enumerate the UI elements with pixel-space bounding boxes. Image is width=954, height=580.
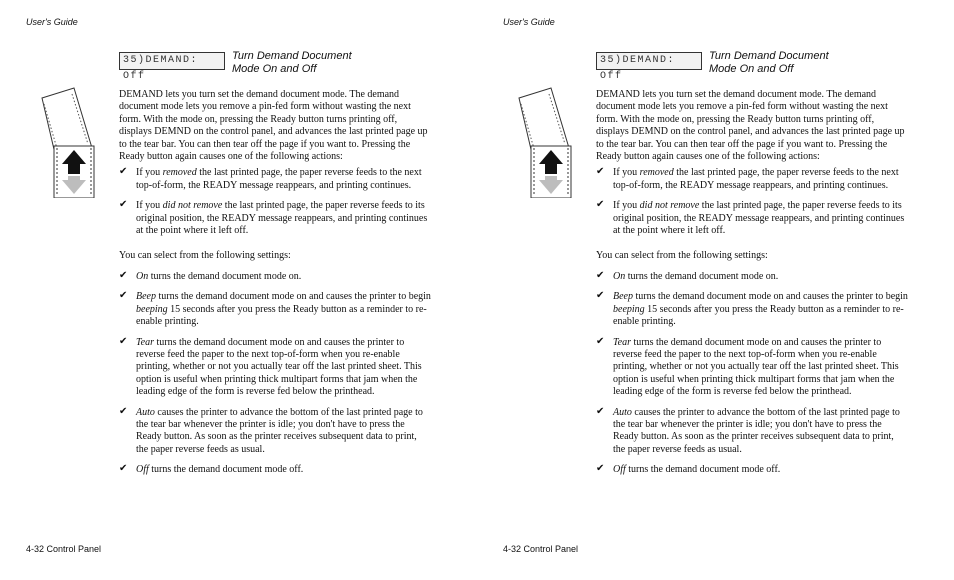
checkmark-icon: ✔ xyxy=(119,463,128,475)
list-item: ✔ Auto causes the printer to advance the bottom of the last printed page to the tear bar whenever the printer is idle; you don't have to press the Ready button. As soon as the printer receives subsequent data to print, the paper reverse feeds as usual. xyxy=(596,405,900,455)
list-item: ✔ Tear turns the demand document mode on and causes the printer to reverse feed the paper to the next top-of-form when you re-enable printing, whether or not you actually tear off the last printed sheet. This option is useful when printing thick multipart forms that jam when the leading edge of the form is reverse fed below the printhead. xyxy=(119,335,422,398)
checkmark-icon: ✔ xyxy=(596,166,605,178)
list-item: ✔ Beep turns the demand document mode on and causes the printer to begin beeping 15 seconds after you press the Ready button as a reminder to re-enable printing. xyxy=(596,290,908,328)
running-header: User's Guide xyxy=(503,17,555,27)
intro-paragraph: DEMAND lets you turn set the demand document mode. The demand document mode lets you remove a pin-fed form without wasting the next form. With the mode on, pressing the Ready button turns printing off, displays DEMND on the control panel, and advances the last printed page up to the tear bar. You can then tear off the page if you want to. Pressing the Ready button again causes one of the following actions: xyxy=(119,89,428,163)
checkmark-icon: ✔ xyxy=(119,269,128,281)
section-title-line1: Turn Demand Document xyxy=(232,50,352,62)
list-item: ✔ On turns the demand document mode on. xyxy=(596,269,779,282)
list-item: ✔ If you removed the last printed page, the paper reverse feeds to the next top-of-form, the READY message reappears, and printing continues. xyxy=(596,166,899,191)
checkmark-icon: ✔ xyxy=(596,199,605,211)
checkmark-icon: ✔ xyxy=(119,166,128,178)
checkmark-icon: ✔ xyxy=(596,463,605,475)
paper-feed-illustration xyxy=(515,86,575,198)
checkmark-icon: ✔ xyxy=(596,335,605,347)
checkmark-icon: ✔ xyxy=(119,335,128,347)
lcd-display: 35)DEMAND: Off xyxy=(596,52,702,70)
checkmark-icon: ✔ xyxy=(119,290,128,302)
list-item: ✔ Off turns the demand document mode off. xyxy=(596,463,781,476)
settings-intro: You can select from the following settings: xyxy=(596,250,768,262)
checkmark-icon: ✔ xyxy=(596,405,605,417)
list-item: ✔ Beep turns the demand document mode on and causes the printer to begin beeping 15 seconds after you press the Ready button as a reminder to re-enable printing. xyxy=(119,290,431,328)
body-text xyxy=(119,89,431,477)
checkmark-icon: ✔ xyxy=(596,269,605,281)
section-title-line2: Mode On and Off xyxy=(232,63,317,75)
checkmark-icon: ✔ xyxy=(596,290,605,302)
paper-feed-illustration xyxy=(38,86,98,198)
section-title xyxy=(232,50,352,76)
list-item: ✔ Auto causes the printer to advance the bottom of the last printed page to the tear bar whenever the printer is idle; you don't have to press the Ready button. As soon as the printer receives subsequent data to print, the paper reverse feeds as usual. xyxy=(119,405,423,455)
list-item: ✔ On turns the demand document mode on. xyxy=(119,269,302,282)
right-page xyxy=(477,0,954,580)
list-item: ✔ If you did not remove the last printed page, the paper reverse feeds to its original position, the READY message reappears, and printing continues at the point where it left off. xyxy=(596,199,905,237)
section-title-line1: Turn Demand Document xyxy=(709,50,829,62)
checkmark-icon: ✔ xyxy=(119,405,128,417)
checkmark-icon: ✔ xyxy=(119,199,128,211)
section-title-line2: Mode On and Off xyxy=(709,63,794,75)
settings-intro: You can select from the following settings: xyxy=(119,250,291,262)
body-text xyxy=(596,89,908,477)
list-item: ✔ If you removed the last printed page, the paper reverse feeds to the next top-of-form, the READY message reappears, and printing continues. xyxy=(119,166,422,191)
lcd-display: 35)DEMAND: Off xyxy=(119,52,225,70)
list-item: ✔ Tear turns the demand document mode on and causes the printer to reverse feed the paper to the next top-of-form when you re-enable printing, whether or not you actually tear off the last printed sheet. This option is useful when printing thick multipart forms that jam when the leading edge of the form is reverse fed below the printhead. xyxy=(596,335,899,398)
list-item: ✔ Off turns the demand document mode off. xyxy=(119,463,304,476)
intro-paragraph: DEMAND lets you turn set the demand document mode. The demand document mode lets you remove a pin-fed form without wasting the next form. With the mode on, pressing the Ready button turns printing off, displays DEMND on the control panel, and advances the last printed page up to the tear bar. You can then tear off the page if you want to. Pressing the Ready button again causes one of the following actions: xyxy=(596,89,905,163)
list-item: ✔ If you did not remove the last printed page, the paper reverse feeds to its original position, the READY message reappears, and printing continues at the point where it left off. xyxy=(119,199,428,237)
section-title xyxy=(709,50,829,76)
running-footer: 4-32 Control Panel xyxy=(26,544,102,554)
running-header: User's Guide xyxy=(26,17,78,27)
running-footer: 4-32 Control Panel xyxy=(503,544,579,554)
